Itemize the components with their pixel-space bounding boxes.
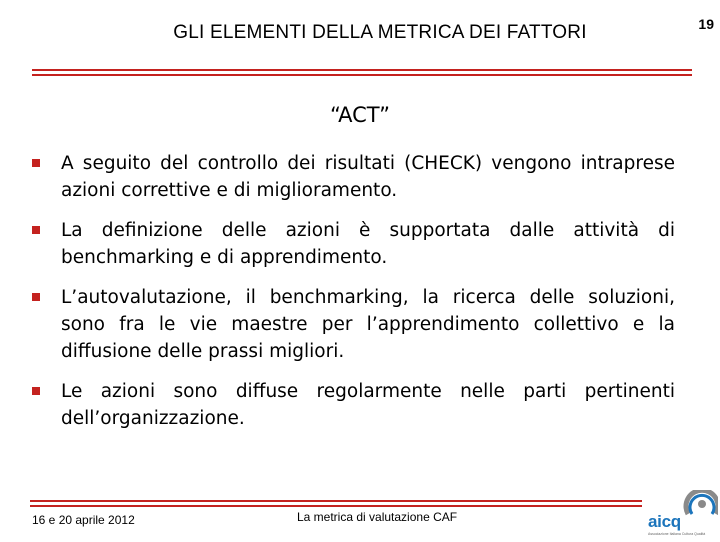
- bullet-item: [30, 284, 675, 365]
- bullet-text: A seguito del controllo dei risultati (CHECK) vengono intraprese azioni correttive e di miglioramento.: [61, 153, 675, 201]
- square-bullet-icon: [32, 226, 40, 234]
- square-bullet-icon: [32, 293, 40, 301]
- slide-subtitle: “ACT”: [329, 103, 391, 127]
- footer-date: 16 e 20 aprile 2012: [32, 513, 135, 527]
- logo-subtext: Associazione Italiana Cultura Qualità: [648, 532, 706, 536]
- footer-rule-upper: [30, 500, 642, 502]
- slide-title: GLI ELEMENTI DELLA METRICA DEI FATTORI: [173, 22, 587, 43]
- bullet-list: [30, 150, 675, 445]
- bullet-item: [30, 217, 675, 271]
- square-bullet-icon: [32, 387, 40, 395]
- bullet-text: La definizione delle azioni è supportata dalle attività di benchmarking e di apprendimento.: [61, 220, 675, 268]
- square-bullet-icon: [32, 159, 40, 167]
- logo-text: aicq: [648, 512, 681, 531]
- header-rule-upper: [32, 69, 692, 71]
- page-number: 19: [698, 16, 714, 32]
- footer-rule-lower: [30, 505, 642, 507]
- bullet-item: [30, 150, 675, 204]
- bullet-text: L’autovalutazione, il benchmarking, la ricerca delle soluzioni, sono fra le vie maestre per l’apprendimento collettivo e la diffusione delle prassi migliori.: [61, 287, 675, 362]
- header-rule-lower: [32, 74, 692, 76]
- bullet-item: [30, 378, 675, 432]
- bullet-text: Le azioni sono diffuse regolarmente nelle parti pertinenti dell’organizzazione.: [61, 381, 675, 429]
- aicq-logo: [644, 490, 718, 538]
- footer-title: La metrica di valutazione CAF: [297, 510, 458, 524]
